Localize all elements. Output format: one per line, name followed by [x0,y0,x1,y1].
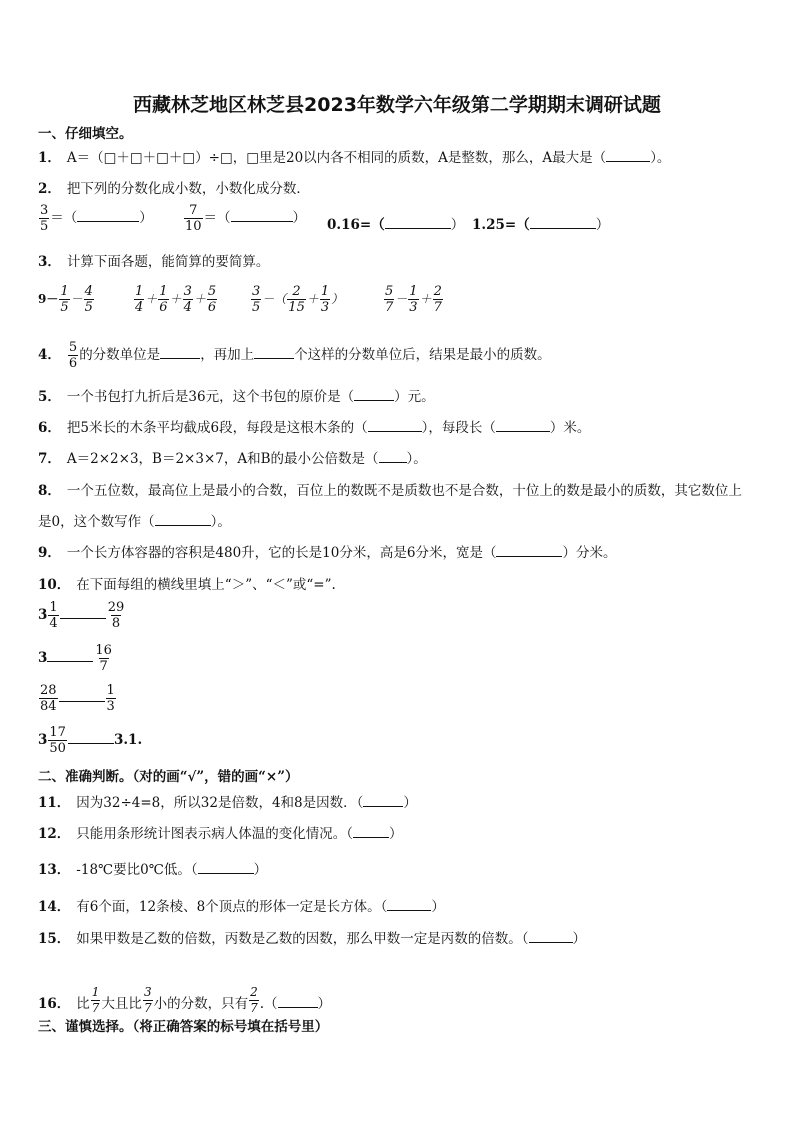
question-text-end: ） [431,899,445,915]
operator: － [70,292,83,306]
whole-part: 3 [38,607,48,623]
answer-blank[interactable] [278,995,318,1008]
question-number: 15． [38,931,71,947]
operator: ＋ [306,292,319,306]
calc-expression-1 [38,284,95,315]
equals-paren: ＝（ [203,210,231,226]
answer-blank[interactable] [606,149,650,162]
question-text: 只能用条形统计图表示病人体温的变化情况。（ [76,826,354,842]
page-title: 西藏林芝地区林芝县2023年数学六年级第二学期期末调研试题 [133,94,661,116]
compare-row-2 [38,643,114,674]
calc-expression-3 [250,284,343,315]
operator: ＋ [419,292,432,306]
question-text: 个这样的分数单位后，结果是最小的质数。 [294,347,551,363]
answer-blank[interactable] [387,898,431,911]
fraction: $\frac{5}{6}$ [207,284,217,315]
calc-expression-4 [383,284,444,315]
fraction: $\frac{1}{3}$ [409,284,418,315]
question-2-item-3 [327,213,464,233]
answer-blank[interactable] [155,513,211,526]
question-6 [38,416,590,436]
fraction: $\frac{28}{84}$ [40,683,57,714]
decimal-label: 0.16=（ [327,217,385,233]
question-text: 如果甲数是乙数的倍数，丙数是乙数的因数，那么甲数一定是丙数的倍数。（ [76,931,529,947]
question-text: ，再加上 [200,347,255,363]
question-text-end: ）分米。 [562,545,617,561]
question-text: 因为32÷4=8，所以32是倍数，4和8是因数．（ [76,795,364,811]
compare-row-3 [38,683,117,714]
answer-blank[interactable] [530,216,596,229]
answer-blank[interactable] [385,216,451,229]
question-text: 计算下面各题，能简算的要简算。 [66,254,270,270]
fraction: $\frac{1}{7}$ [91,985,100,1015]
question-16 [38,985,331,1016]
section-2-heading: 二、准确判断。（对的画“√”，错的画“×”） [38,769,299,785]
question-text-end: ）米。 [549,420,591,436]
answer-blank[interactable] [496,544,562,557]
fraction: $\frac{29}{8}$ [107,600,125,631]
whole-part: 3 [38,732,48,748]
decimal-label: 1.25=（ [472,217,530,233]
question-text: 在下面每组的横线里填上“＞”、“＜”或“=”. [76,577,336,593]
fraction: $\frac{1}{3}$ [320,284,330,315]
answer-blank[interactable] [353,825,389,838]
question-text: 的分数单位是 [79,347,161,363]
question-10 [38,573,336,593]
question-3 [38,250,269,270]
fraction: $\frac{1}{6}$ [159,284,168,315]
question-number: 7． [38,451,61,467]
answer-blank[interactable] [354,388,394,401]
question-text-end: ） [317,996,332,1012]
fraction: $\frac{4}{5}$ [84,284,93,315]
fraction: $\frac{3}{5}$ [252,284,261,315]
question-text: 一个书包打九折后是36元，这个书包的原价是（ [66,389,355,405]
question-text: 一个五位数，最高位上是最小的合数，百位上的数既不是质数也不是合数，十位上的数是最小的质数，其它数位上 [66,483,742,499]
operator: － [395,292,408,306]
question-text-end: ）。 [650,150,671,166]
question-number: 11． [38,795,71,811]
question-12 [38,822,403,842]
fraction: $\frac{3}{4}$ [183,284,192,315]
question-text-end: ） [403,795,417,811]
question-text: 是0，这个数写作（ [38,514,155,530]
answer-blank[interactable] [231,209,293,222]
compare-row-4 [38,725,142,756]
question-14 [38,895,445,915]
fraction: $\frac{1}{3}$ [106,683,115,714]
question-number: 10． [38,577,71,593]
answer-blank[interactable] [379,450,407,463]
question-9 [38,541,616,561]
compare-blank[interactable] [47,661,93,662]
question-text-end: ）元。 [394,389,435,405]
question-text: 大且比 [101,996,142,1012]
answer-blank[interactable] [160,346,200,359]
operator: －（ [262,292,287,306]
question-13 [38,858,267,878]
question-2-item-4 [472,213,609,233]
question-2-item-1 [38,203,153,234]
section-3-heading: 三、谨慎选择。（将正确答案的标号填在括号里） [38,1019,329,1035]
question-8 [38,479,742,499]
question-number: 2． [38,181,61,197]
question-number: 16． [38,996,71,1012]
question-text: 比 [76,996,90,1012]
operator: ＋ [145,292,158,306]
fraction: $\frac{2}{7}$ [250,985,258,1015]
question-5 [38,385,435,405]
compare-blank[interactable] [59,701,105,702]
question-text: 小的分数，只有 [153,996,249,1012]
answer-blank[interactable] [529,930,573,943]
question-text: A＝（□＋□＋□＋□）÷□，□里是20以内各不相同的质数，A是整数，那么，A最大是（ [66,150,607,166]
question-number: 9． [38,545,61,561]
question-number: 8． [38,483,61,499]
question-7 [38,447,427,467]
answer-blank[interactable] [198,861,254,874]
close-paren: ） [292,210,307,226]
question-text: .（ [259,996,278,1012]
fraction: $\frac{1}{5}$ [60,284,69,315]
expr-term: 9－ [38,292,59,306]
operator: ） [331,292,344,306]
answer-blank[interactable] [77,209,139,222]
question-number: 14． [38,899,71,915]
question-text-end: ）。 [210,514,231,530]
question-text: 把5米长的木条平均截成6段，每段是这根木条的（ [66,420,368,436]
question-4 [38,340,551,371]
question-text-end: ）。 [406,451,427,467]
question-2-item-2 [183,203,306,234]
answer-blank[interactable] [368,419,422,432]
whole-part: 3 [38,650,48,666]
question-15 [38,927,586,947]
answer-blank[interactable] [363,794,403,807]
operator: ＋ [169,292,182,306]
section-1-heading: 一、仔细填空。 [38,126,133,142]
answer-blank[interactable] [254,346,294,359]
question-2 [38,177,310,197]
fraction: $\frac{16}{7}$ [95,643,112,674]
question-11 [38,791,417,811]
question-text: 一个长方体容器的容积是480升，它的长是10分米，高是6分米，宽是（ [66,545,497,561]
fraction: $\frac{2}{7}$ [433,284,442,315]
question-number: 3． [38,254,61,270]
question-number: 6． [38,420,61,436]
answer-blank[interactable] [496,419,550,432]
fraction: $\frac{3}{5}$ [40,203,49,234]
question-text: ），每段长（ [421,420,496,436]
calc-expression-2 [133,284,218,315]
operator: ＋ [193,292,206,306]
question-number: 5． [38,389,61,405]
question-text-end: ） [253,862,268,878]
question-text: -18℃要比0℃低。（ [76,862,198,878]
close-paren: ） [595,217,610,233]
question-text: 把下列的分数化成小数，小数化成分数． [66,181,310,197]
fraction: $\frac{5}{6}$ [68,340,78,371]
question-text-end: ） [572,931,587,947]
question-number: 4． [38,347,61,363]
question-text: A＝2×2×3，B＝2×3×7，A和B的最小公倍数是（ [66,451,379,467]
question-number: 12． [38,826,71,842]
question-number: 13． [38,862,71,878]
compare-row-1 [38,600,126,631]
compare-blank[interactable] [68,743,114,744]
compare-value: 3.1. [113,732,143,748]
fraction: $\frac{1}{4}$ [135,284,144,315]
question-1 [38,146,670,166]
fraction: $\frac{3}{7}$ [143,985,152,1015]
fraction: $\frac{5}{7}$ [385,284,394,315]
question-number: 1． [38,150,61,166]
question-text-end: ） [389,826,403,842]
question-8-line-2 [38,510,231,530]
equals-paren: ＝（ [50,210,78,226]
fraction: $\frac{1}{4}$ [49,600,58,631]
fraction: $\frac{2}{15}$ [288,284,305,315]
compare-blank[interactable] [60,618,106,619]
fraction: $\frac{17}{50}$ [49,725,66,756]
close-paren: ） [450,217,465,233]
fraction: $\frac{7}{10}$ [185,203,202,234]
question-text: 有6个面，12条棱、8个顶点的形体一定是长方体。（ [76,899,388,915]
close-paren: ） [139,210,153,226]
